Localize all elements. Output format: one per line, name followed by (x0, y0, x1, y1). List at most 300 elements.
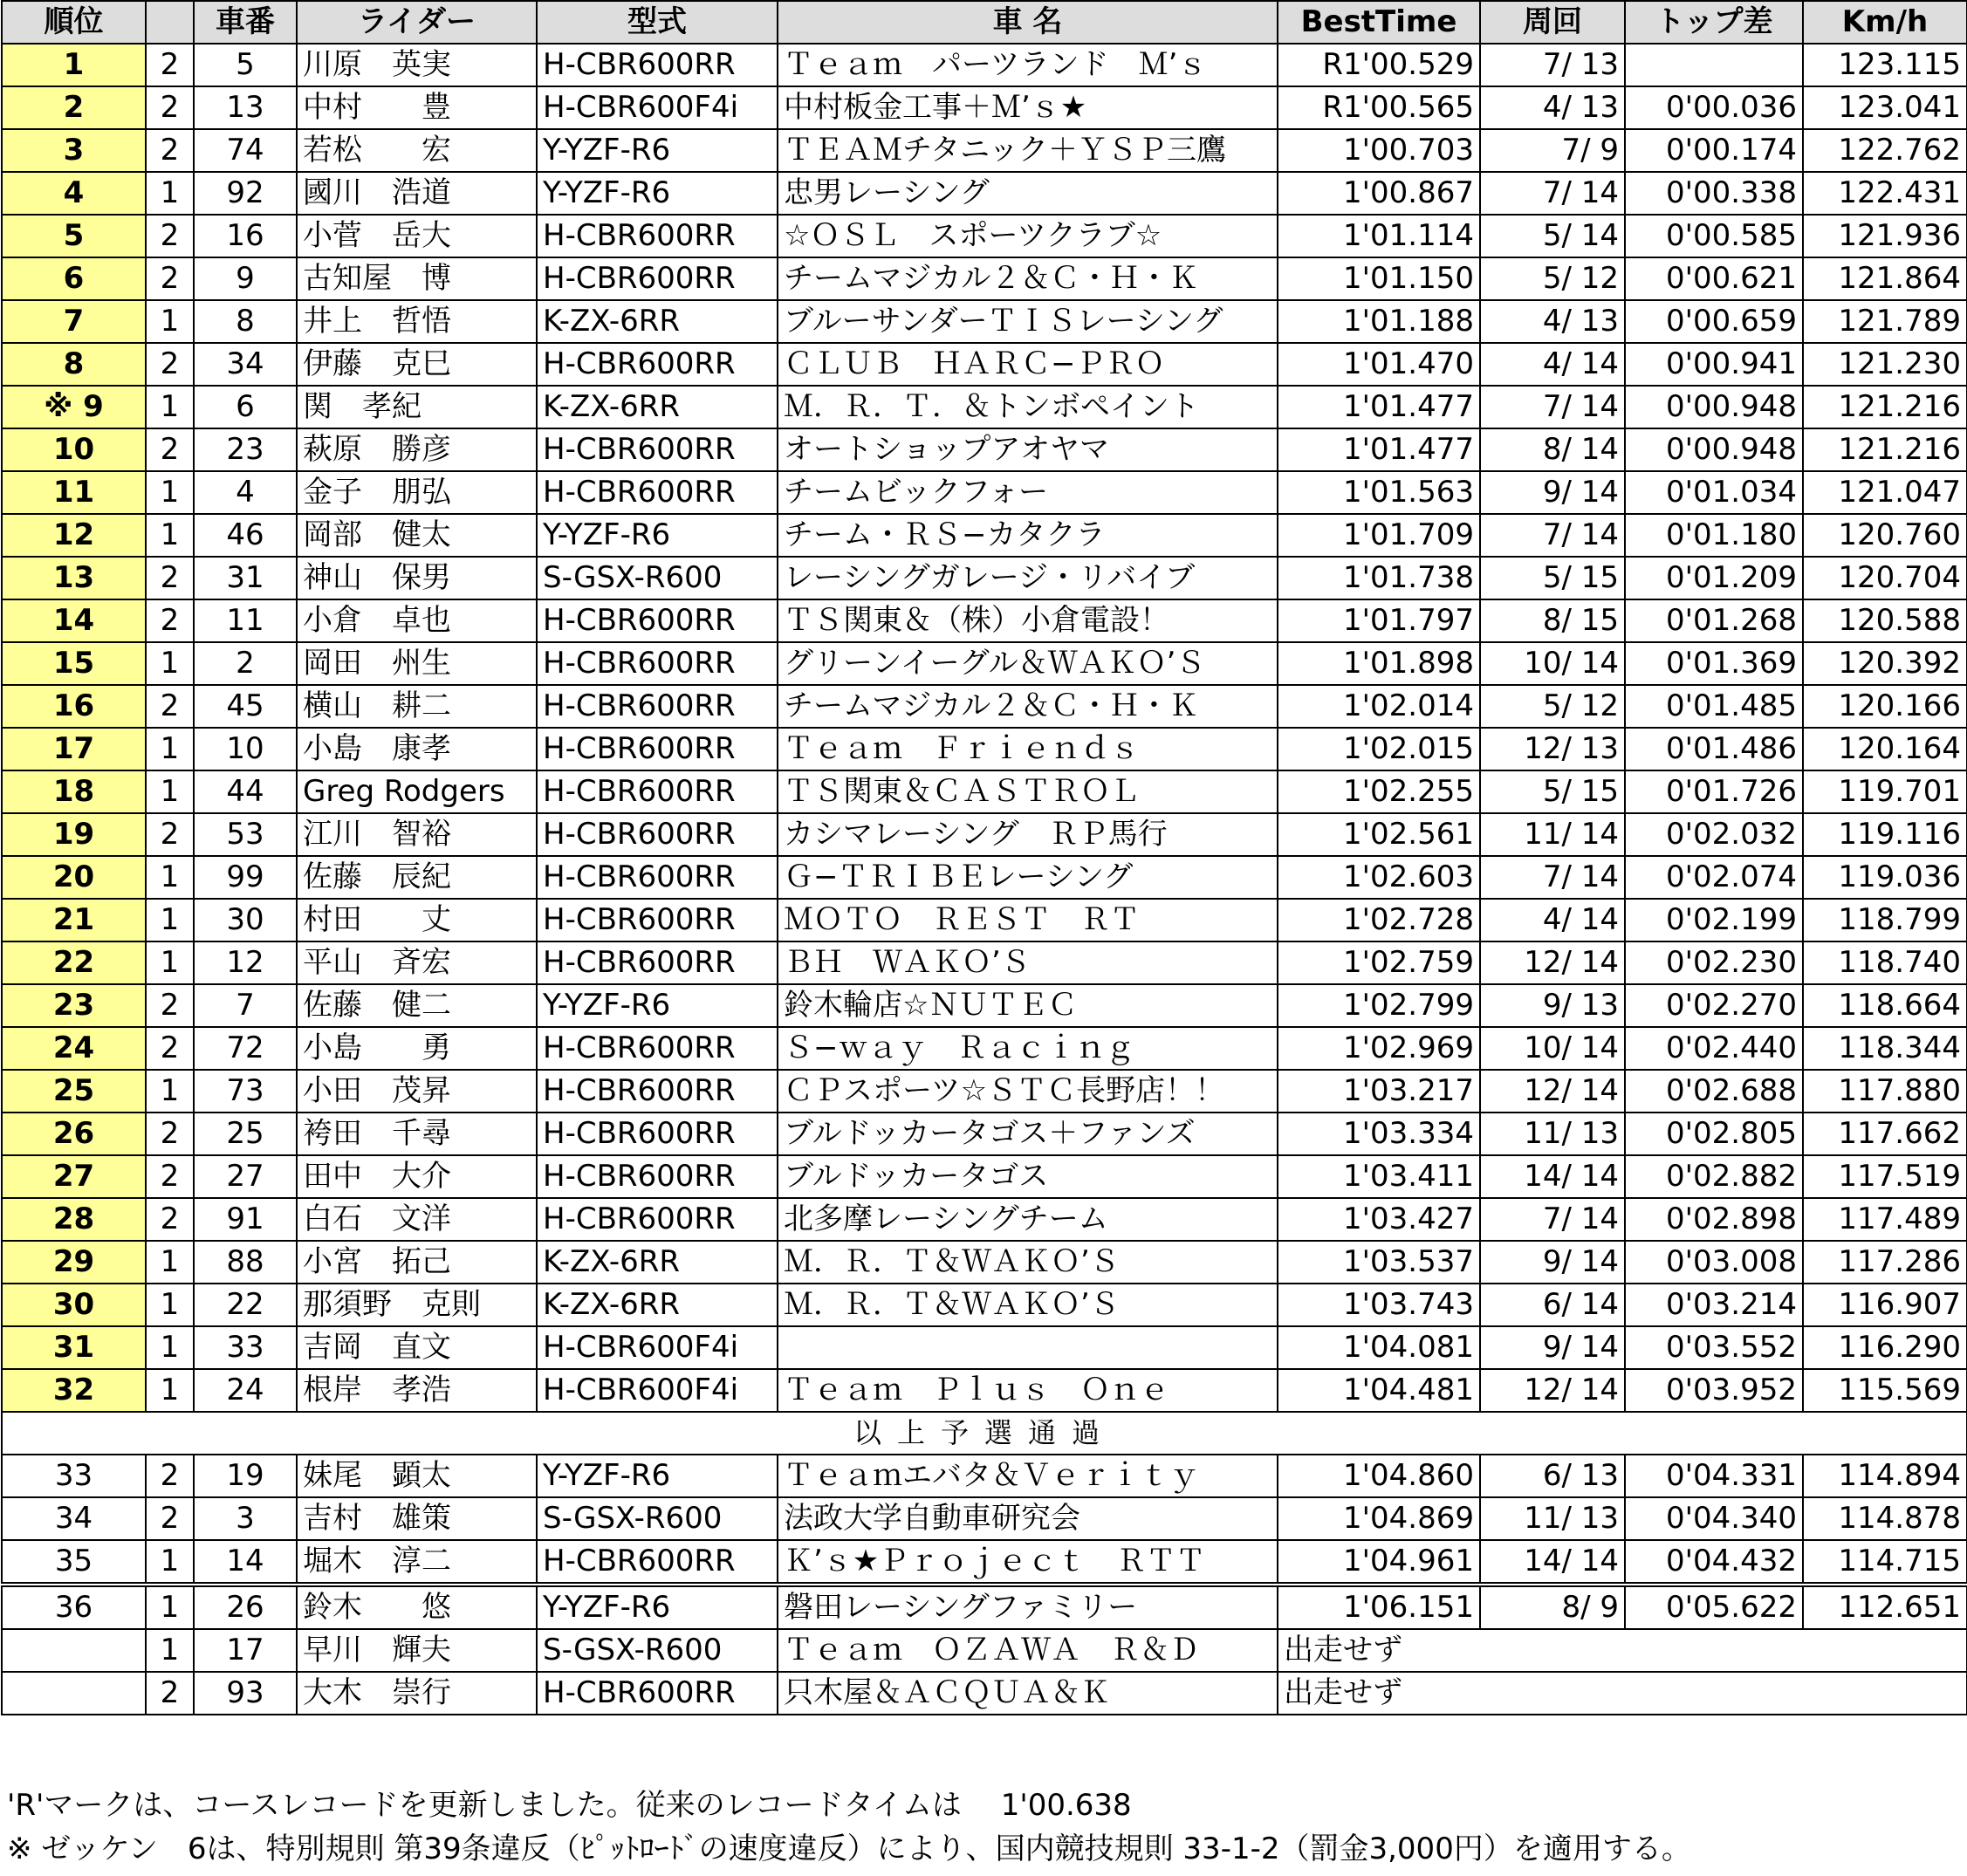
cell-lap: 7/ 9 (1480, 129, 1625, 172)
cell-number: 14 (194, 1540, 297, 1585)
cell-team: ブルドッカータゴス (778, 1155, 1278, 1198)
table-row (2, 1369, 1967, 1412)
cell-model: H-CBR600RR (537, 1540, 778, 1585)
cell-gap: 0'01.369 (1625, 642, 1803, 685)
results-table (1, 0, 1967, 1715)
cell-best-time: 1'01.477 (1278, 428, 1480, 471)
cell-rider: 岡部 健太 (297, 514, 537, 557)
cell-model: H-CBR600RR (537, 1198, 778, 1241)
cell-class: 2 (146, 86, 194, 129)
cell-rider: 小菅 岳大 (297, 215, 537, 257)
table-row (2, 1113, 1967, 1155)
cell-class: 2 (146, 1672, 194, 1715)
cell-dns-status: 出走せず (1278, 1629, 1967, 1672)
cell-rider: 鈴木 悠 (297, 1585, 537, 1629)
cell-lap: 5/ 12 (1480, 257, 1625, 300)
table-row (2, 86, 1967, 129)
cell-model: Y-YZF-R6 (537, 129, 778, 172)
cell-lap: 5/ 12 (1480, 685, 1625, 728)
cell-class: 1 (146, 1585, 194, 1629)
cell-speed: 119.701 (1803, 770, 1967, 813)
cell-rider: 佐藤 辰紀 (297, 856, 537, 899)
cell-rider: 小島 康孝 (297, 728, 537, 770)
cell-class: 1 (146, 386, 194, 428)
cell-model: H-CBR600RR (537, 941, 778, 984)
cell-model: Y-YZF-R6 (537, 172, 778, 215)
cell-lap: 5/ 15 (1480, 557, 1625, 599)
cell-rider: 袴田 千尋 (297, 1113, 537, 1155)
cell-team: ☆ＯＳＬ スポーツクラブ☆ (778, 215, 1278, 257)
cell-speed: 116.290 (1803, 1326, 1967, 1369)
cell-rider: 川原 英実 (297, 44, 537, 86)
cell-pos: 31 (2, 1326, 146, 1369)
cell-lap: 7/ 14 (1480, 386, 1625, 428)
cell-speed: 121.047 (1803, 471, 1967, 514)
cell-pos: 14 (2, 599, 146, 642)
cell-lap: 10/ 14 (1480, 642, 1625, 685)
cell-model: H-CBR600RR (537, 343, 778, 386)
cell-class: 2 (146, 984, 194, 1027)
table-row (2, 1585, 1967, 1629)
cell-pos: 1 (2, 44, 146, 86)
cell-best-time: 1'02.561 (1278, 813, 1480, 856)
cell-lap: 6/ 14 (1480, 1284, 1625, 1326)
table-row (2, 1241, 1967, 1284)
table-row (2, 300, 1967, 343)
cell-pos: 20 (2, 856, 146, 899)
cell-rider: 金子 朋弘 (297, 471, 537, 514)
cell-rider: Greg Rodgers (297, 770, 537, 813)
table-row (2, 984, 1967, 1027)
cell-pos: 24 (2, 1027, 146, 1070)
cell-model: H-CBR600RR (537, 685, 778, 728)
cell-class: 1 (146, 899, 194, 941)
cell-number: 25 (194, 1113, 297, 1155)
table-row (2, 44, 1967, 86)
cell-gap: 0'03.214 (1625, 1284, 1803, 1326)
cell-best-time: 1'04.860 (1278, 1455, 1480, 1497)
header-class (146, 1, 194, 44)
cell-lap: 14/ 14 (1480, 1155, 1625, 1198)
header-best-time: BestTime (1278, 1, 1480, 44)
cell-model: H-CBR600F4i (537, 86, 778, 129)
table-row (2, 557, 1967, 599)
cell-model: H-CBR600RR (537, 428, 778, 471)
cell-team: ＴＥＡＭチタニック＋ＹＳＰ三鷹 (778, 129, 1278, 172)
cell-model: H-CBR600RR (537, 728, 778, 770)
qualify-divider-row (2, 1412, 1967, 1455)
table-row (2, 215, 1967, 257)
cell-team: ＭＯＴＯ ＲＥＳＴ ＲＴ (778, 899, 1278, 941)
table-row (2, 1629, 1967, 1672)
cell-team: Ｔｅａｍエバタ＆Ｖｅｒｉｔｙ (778, 1455, 1278, 1497)
cell-gap: 0'00.621 (1625, 257, 1803, 300)
cell-best-time: 1'04.869 (1278, 1497, 1480, 1540)
cell-best-time: 1'03.411 (1278, 1155, 1480, 1198)
cell-class: 2 (146, 813, 194, 856)
cell-class: 2 (146, 44, 194, 86)
cell-pos: 35 (2, 1540, 146, 1585)
cell-gap: 0'02.882 (1625, 1155, 1803, 1198)
cell-class: 2 (146, 1198, 194, 1241)
cell-pos: 22 (2, 941, 146, 984)
cell-speed: 123.115 (1803, 44, 1967, 86)
cell-best-time: 1'03.537 (1278, 1241, 1480, 1284)
table-row (2, 428, 1967, 471)
cell-lap: 8/ 14 (1480, 428, 1625, 471)
cell-class: 1 (146, 856, 194, 899)
cell-gap: 0'00.174 (1625, 129, 1803, 172)
cell-best-time: 1'06.151 (1278, 1585, 1480, 1629)
table-row (2, 1672, 1967, 1715)
cell-team: 中村板金工事＋Ｍ’ｓ★ (778, 86, 1278, 129)
cell-number: 44 (194, 770, 297, 813)
cell-model: H-CBR600RR (537, 899, 778, 941)
cell-best-time: R1'00.565 (1278, 86, 1480, 129)
cell-class: 1 (146, 941, 194, 984)
cell-best-time: 1'00.867 (1278, 172, 1480, 215)
cell-gap: 0'01.726 (1625, 770, 1803, 813)
cell-gap: 0'00.585 (1625, 215, 1803, 257)
cell-best-time: 1'03.427 (1278, 1198, 1480, 1241)
header-model: 型式 (537, 1, 778, 44)
cell-pos: 30 (2, 1284, 146, 1326)
cell-best-time: 1'01.470 (1278, 343, 1480, 386)
cell-speed: 114.878 (1803, 1497, 1967, 1540)
cell-rider: 岡田 州生 (297, 642, 537, 685)
cell-best-time: 1'03.217 (1278, 1070, 1480, 1113)
table-row (2, 1540, 1967, 1585)
cell-best-time: 1'02.603 (1278, 856, 1480, 899)
cell-number: 99 (194, 856, 297, 899)
cell-pos: ※ 9 (2, 386, 146, 428)
cell-number: 5 (194, 44, 297, 86)
cell-number: 8 (194, 300, 297, 343)
cell-best-time: 1'01.150 (1278, 257, 1480, 300)
cell-class: 2 (146, 599, 194, 642)
cell-team: ＣＰスポーツ☆ＳＴＣ長野店！！ (778, 1070, 1278, 1113)
cell-speed: 119.036 (1803, 856, 1967, 899)
cell-number: 53 (194, 813, 297, 856)
cell-gap: 0'03.008 (1625, 1241, 1803, 1284)
cell-gap: 0'00.948 (1625, 386, 1803, 428)
cell-lap: 14/ 14 (1480, 1540, 1625, 1585)
cell-team: 鈴木輪店☆ＮＵＴＥＣ (778, 984, 1278, 1027)
cell-number: 10 (194, 728, 297, 770)
cell-model: H-CBR600RR (537, 1027, 778, 1070)
cell-best-time: 1'04.481 (1278, 1369, 1480, 1412)
cell-model: H-CBR600RR (537, 770, 778, 813)
cell-model: S-GSX-R600 (537, 1629, 778, 1672)
cell-team: 磐田レーシングファミリー (778, 1585, 1278, 1629)
cell-class: 1 (146, 1369, 194, 1412)
cell-team: ブルドッカータゴス＋ファンズ (778, 1113, 1278, 1155)
cell-rider: 吉村 雄策 (297, 1497, 537, 1540)
cell-best-time: 1'02.255 (1278, 770, 1480, 813)
cell-model: H-CBR600F4i (537, 1369, 778, 1412)
cell-team: Ｓ−ｗａｙ Ｒａｃｉｎｇ (778, 1027, 1278, 1070)
cell-model: H-CBR600RR (537, 471, 778, 514)
table-row (2, 172, 1967, 215)
cell-lap: 4/ 13 (1480, 300, 1625, 343)
cell-best-time: 1'04.081 (1278, 1326, 1480, 1369)
cell-speed: 114.894 (1803, 1455, 1967, 1497)
cell-number: 27 (194, 1155, 297, 1198)
cell-number: 9 (194, 257, 297, 300)
cell-rider: 小倉 卓也 (297, 599, 537, 642)
cell-rider: 横山 耕二 (297, 685, 537, 728)
cell-pos (2, 1629, 146, 1672)
table-row (2, 1198, 1967, 1241)
cell-lap: 4/ 13 (1480, 86, 1625, 129)
cell-rider: 平山 斉宏 (297, 941, 537, 984)
cell-model: H-CBR600RR (537, 1070, 778, 1113)
cell-lap: 5/ 15 (1480, 770, 1625, 813)
cell-speed: 117.286 (1803, 1241, 1967, 1284)
table-row (2, 386, 1967, 428)
cell-number: 2 (194, 642, 297, 685)
cell-lap: 7/ 14 (1480, 1198, 1625, 1241)
cell-lap: 12/ 14 (1480, 1369, 1625, 1412)
cell-team: レーシングガレージ・リバイブ (778, 557, 1278, 599)
cell-pos: 26 (2, 1113, 146, 1155)
cell-gap: 0'04.340 (1625, 1497, 1803, 1540)
cell-lap: 6/ 13 (1480, 1455, 1625, 1497)
cell-team: Ｋ’ｓ★Ｐｒｏｊｅｃｔ ＲＴＴ (778, 1540, 1278, 1585)
table-row (2, 941, 1967, 984)
cell-number: 17 (194, 1629, 297, 1672)
cell-lap: 7/ 14 (1480, 856, 1625, 899)
cell-best-time: 1'01.709 (1278, 514, 1480, 557)
header-pos: 順位 (2, 1, 146, 44)
cell-class: 2 (146, 1497, 194, 1540)
cell-number: 72 (194, 1027, 297, 1070)
cell-team: カシマレーシング ＲＰ馬行 (778, 813, 1278, 856)
cell-gap: 0'00.659 (1625, 300, 1803, 343)
cell-lap: 11/ 13 (1480, 1497, 1625, 1540)
table-row (2, 1027, 1967, 1070)
cell-best-time: 1'04.961 (1278, 1540, 1480, 1585)
cell-speed: 112.651 (1803, 1585, 1967, 1629)
cell-model: K-ZX-6RR (537, 300, 778, 343)
cell-rider: 妹尾 顕太 (297, 1455, 537, 1497)
table-row (2, 1155, 1967, 1198)
cell-number: 6 (194, 386, 297, 428)
cell-gap: 0'02.688 (1625, 1070, 1803, 1113)
cell-rider: 萩原 勝彦 (297, 428, 537, 471)
cell-model: H-CBR600RR (537, 1113, 778, 1155)
table-row (2, 1070, 1967, 1113)
cell-class: 2 (146, 557, 194, 599)
cell-number: 4 (194, 471, 297, 514)
table-row (2, 770, 1967, 813)
table-row (2, 685, 1967, 728)
cell-best-time: 1'00.703 (1278, 129, 1480, 172)
cell-team: グリーンイーグル＆ＷＡＫＯ’Ｓ (778, 642, 1278, 685)
cell-speed: 118.799 (1803, 899, 1967, 941)
cell-lap: 12/ 14 (1480, 941, 1625, 984)
cell-pos: 8 (2, 343, 146, 386)
qualify-divider-label: 以上予選通過 (2, 1412, 1967, 1455)
header-number: 車番 (194, 1, 297, 44)
cell-pos: 15 (2, 642, 146, 685)
cell-number: 73 (194, 1070, 297, 1113)
cell-pos: 17 (2, 728, 146, 770)
cell-rider: 田中 大介 (297, 1155, 537, 1198)
cell-best-time: 1'01.477 (1278, 386, 1480, 428)
cell-pos: 33 (2, 1455, 146, 1497)
cell-team: 法政大学自動車研究会 (778, 1497, 1278, 1540)
cell-best-time: 1'03.334 (1278, 1113, 1480, 1155)
cell-number: 46 (194, 514, 297, 557)
cell-model: Y-YZF-R6 (537, 1585, 778, 1629)
cell-rider: 関 孝紀 (297, 386, 537, 428)
cell-number: 92 (194, 172, 297, 215)
cell-rider: 井上 哲悟 (297, 300, 537, 343)
cell-lap: 9/ 14 (1480, 1326, 1625, 1369)
cell-rider: 村田 丈 (297, 899, 537, 941)
cell-pos: 23 (2, 984, 146, 1027)
cell-team: Ｍ．Ｒ．Ｔ＆ＷＡＫＯ’Ｓ (778, 1241, 1278, 1284)
cell-class: 2 (146, 428, 194, 471)
cell-gap: 0'03.552 (1625, 1326, 1803, 1369)
cell-class: 1 (146, 1326, 194, 1369)
cell-pos: 18 (2, 770, 146, 813)
cell-class: 1 (146, 1241, 194, 1284)
cell-number: 3 (194, 1497, 297, 1540)
cell-speed: 120.760 (1803, 514, 1967, 557)
cell-number: 91 (194, 1198, 297, 1241)
cell-rider: 堀木 淳二 (297, 1540, 537, 1585)
cell-model: H-CBR600RR (537, 44, 778, 86)
cell-team: チーム・ＲＳ−カタクラ (778, 514, 1278, 557)
cell-best-time: 1'02.015 (1278, 728, 1480, 770)
cell-class: 2 (146, 343, 194, 386)
cell-team: チームビックフォー (778, 471, 1278, 514)
cell-lap: 12/ 13 (1480, 728, 1625, 770)
cell-gap: 0'01.268 (1625, 599, 1803, 642)
cell-team: ブルーサンダーＴＩＳレーシング (778, 300, 1278, 343)
cell-class: 2 (146, 1113, 194, 1155)
cell-number: 74 (194, 129, 297, 172)
cell-rider: 根岸 孝浩 (297, 1369, 537, 1412)
table-row (2, 129, 1967, 172)
cell-pos: 2 (2, 86, 146, 129)
cell-lap: 5/ 14 (1480, 215, 1625, 257)
table-row (2, 899, 1967, 941)
cell-rider: 大木 崇行 (297, 1672, 537, 1715)
cell-best-time: 1'01.114 (1278, 215, 1480, 257)
cell-best-time: 1'01.797 (1278, 599, 1480, 642)
cell-number: 13 (194, 86, 297, 129)
cell-pos: 16 (2, 685, 146, 728)
cell-pos: 21 (2, 899, 146, 941)
cell-rider: 小宮 拓己 (297, 1241, 537, 1284)
cell-speed: 120.392 (1803, 642, 1967, 685)
cell-pos: 32 (2, 1369, 146, 1412)
cell-speed: 122.431 (1803, 172, 1967, 215)
cell-number: 24 (194, 1369, 297, 1412)
cell-model: K-ZX-6RR (537, 1284, 778, 1326)
cell-speed: 120.166 (1803, 685, 1967, 728)
cell-team: ＴＳ関東＆（株）小倉電設！ (778, 599, 1278, 642)
cell-speed: 118.740 (1803, 941, 1967, 984)
cell-rider: 那須野 克則 (297, 1284, 537, 1326)
cell-pos: 29 (2, 1241, 146, 1284)
cell-speed: 117.489 (1803, 1198, 1967, 1241)
cell-rider: 小田 茂昇 (297, 1070, 537, 1113)
cell-class: 1 (146, 1284, 194, 1326)
cell-class: 1 (146, 1540, 194, 1585)
cell-number: 12 (194, 941, 297, 984)
table-row (2, 599, 1967, 642)
cell-gap: 0'02.898 (1625, 1198, 1803, 1241)
cell-lap: 9/ 13 (1480, 984, 1625, 1027)
cell-pos: 7 (2, 300, 146, 343)
cell-class: 1 (146, 770, 194, 813)
cell-model: Y-YZF-R6 (537, 984, 778, 1027)
cell-class: 1 (146, 300, 194, 343)
cell-model: H-CBR600RR (537, 1672, 778, 1715)
results-body (2, 44, 1967, 1715)
cell-gap: 0'01.034 (1625, 471, 1803, 514)
cell-pos: 12 (2, 514, 146, 557)
cell-gap: 0'04.432 (1625, 1540, 1803, 1585)
cell-pos: 27 (2, 1155, 146, 1198)
cell-number: 45 (194, 685, 297, 728)
cell-speed: 121.216 (1803, 386, 1967, 428)
cell-team: Ｍ．Ｒ．Ｔ．＆トンボペイント (778, 386, 1278, 428)
cell-number: 26 (194, 1585, 297, 1629)
cell-class: 1 (146, 1629, 194, 1672)
cell-class: 1 (146, 728, 194, 770)
cell-gap: 0'02.032 (1625, 813, 1803, 856)
cell-class: 1 (146, 471, 194, 514)
cell-number: 23 (194, 428, 297, 471)
header-lap: 周回 (1480, 1, 1625, 44)
cell-pos: 3 (2, 129, 146, 172)
table-row (2, 343, 1967, 386)
cell-speed: 116.907 (1803, 1284, 1967, 1326)
cell-rider: 若松 宏 (297, 129, 537, 172)
cell-gap: 0'02.270 (1625, 984, 1803, 1027)
cell-number: 30 (194, 899, 297, 941)
cell-best-time: 1'02.969 (1278, 1027, 1480, 1070)
cell-speed: 120.588 (1803, 599, 1967, 642)
cell-rider: 白石 文洋 (297, 1198, 537, 1241)
cell-dns-status: 出走せず (1278, 1672, 1967, 1715)
cell-pos: 13 (2, 557, 146, 599)
cell-team: 忠男レーシング (778, 172, 1278, 215)
cell-speed: 121.216 (1803, 428, 1967, 471)
table-row (2, 1455, 1967, 1497)
cell-team: Ｔｅａｍ ＯＺＡＷＡ Ｒ＆Ｄ (778, 1629, 1278, 1672)
cell-lap: 4/ 14 (1480, 899, 1625, 941)
cell-speed: 117.662 (1803, 1113, 1967, 1155)
cell-model: H-CBR600RR (537, 813, 778, 856)
table-row (2, 642, 1967, 685)
cell-pos: 36 (2, 1585, 146, 1629)
cell-pos: 5 (2, 215, 146, 257)
header-gap: トップ差 (1625, 1, 1803, 44)
cell-speed: 121.936 (1803, 215, 1967, 257)
cell-gap: 0'02.440 (1625, 1027, 1803, 1070)
cell-number: 88 (194, 1241, 297, 1284)
cell-class: 2 (146, 215, 194, 257)
cell-number: 22 (194, 1284, 297, 1326)
header-rider: ライダー (297, 1, 537, 44)
cell-gap: 0'05.622 (1625, 1585, 1803, 1629)
